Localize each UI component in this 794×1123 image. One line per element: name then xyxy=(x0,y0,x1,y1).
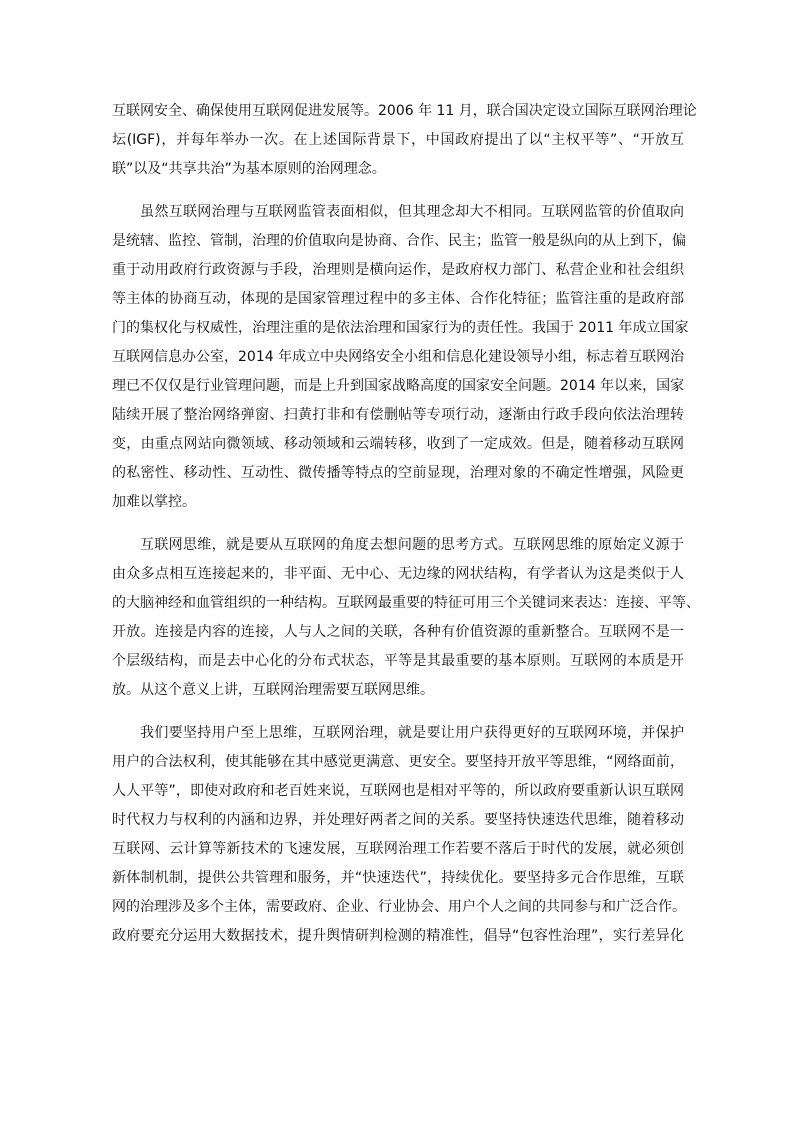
paragraph-spacer xyxy=(112,705,684,719)
text-line: 政府要充分运用大数据技术，提升舆情研判检测的精准性，倡导“包容性治理”，实行差异化 xyxy=(112,928,684,944)
document-body xyxy=(112,97,700,951)
text-line: 开放。连接是内容的连接，人与人之间的关联，各种有价值资源的重新整合。互联网不是一 xyxy=(112,624,684,640)
text-line: 等主体的协商互动，体现的是国家管理过程中的多主体、合作化特征；监管注重的是政府部 xyxy=(112,291,684,307)
text-line: 是统辖、监控、管制，治理的价值取向是协商、合作、民主；监管一般是纵向的从上到下，偏 xyxy=(112,233,686,249)
text-line: 理已不仅仅是行业管理问题，而是上升到国家战略高度的国家安全问题。2014 年以来，国家 xyxy=(112,378,685,394)
paragraph-spacer xyxy=(112,184,684,198)
text-line: 个层级结构，而是去中心化的分布式状态，平等是其最重要的基本原则。互联网的本质是开 xyxy=(112,653,684,669)
text-line: 互联网信息办公室，2014 年成立中央网络安全小组和信息化建设领导小组，标志着互联网治 xyxy=(112,349,685,365)
text-line: 新体制机制，提供公共管理和服务，并“快速迭代”，持续优化。要坚持多元合作思维，互联 xyxy=(112,870,684,886)
text-line: 用户的合法权利，使其能够在其中感觉更满意、更安全。要坚持开放平等思维，“网络面前， xyxy=(112,754,684,770)
text-line: 联”以及“共享共治”为基本原则的治网理念。 xyxy=(112,161,386,177)
text-line: 陆续开展了整治网络弹窗、扫黄打非和有偿删帖等专项行动，逐渐由行政手段向依法治理转 xyxy=(112,407,684,423)
text-line: 的大脑神经和血管组织的一种结构。互联网最重要的特征可用三个关键词来表达：连接、平等、 xyxy=(112,595,700,611)
paragraph-spacer xyxy=(112,517,684,531)
text-line: 重于动用政府行政资源与手段，治理则是横向运作，是政府权力部门、私营企业和社会组织 xyxy=(112,262,684,278)
text-line: 放。从这个意义上讲，互联网治理需要互联网思维。 xyxy=(112,682,434,698)
text-line: 互联网、云计算等新技术的飞速发展，互联网治理工作若要不落后于时代的发展，就必须创 xyxy=(112,841,684,857)
paragraph xyxy=(112,97,697,184)
text-line: 加难以掌控。 xyxy=(112,494,196,510)
text-line: 时代权力与权利的内涵和边界，并处理好两者之间的关系。要坚持快速迭代思维，随着移动 xyxy=(112,812,684,828)
paragraph xyxy=(112,719,684,951)
paragraph xyxy=(112,531,700,705)
text-line: 互联网安全、确保使用互联网促进发展等。2006 年 11 月，联合国决定设立国际互联网治理论 xyxy=(112,103,697,119)
text-line: 变，由重点网站向微领域、移动领域和云端转移，收到了一定成效。但是，随着移动互联网 xyxy=(112,436,684,452)
text-line: 由众多点相互连接起来的，非平面、无中心、无边缘的网状结构，有学者认为这是类似于人 xyxy=(112,566,684,582)
paragraph xyxy=(112,198,689,517)
text-line: 人人平等”，即使对政府和老百姓来说，互联网也是相对平等的，所以政府要重新认识互联网 xyxy=(112,783,684,799)
text-line: 门的集权化与权威性，治理注重的是依法治理和国家行为的责任性。我国于 2011 年成立国家 xyxy=(112,320,689,336)
text-line: 的私密性、移动性、互动性、微传播等特点的空前显现，治理对象的不确定性增强，风险更 xyxy=(112,465,684,481)
text-line: 网的治理涉及多个主体，需要政府、企业、行业协会、用户个人之间的共同参与和广泛合作。 xyxy=(112,899,686,915)
text-line: 虽然互联网治理与互联网监管表面相似，但其理念却大不相同。互联网监管的价值取向 xyxy=(140,204,684,220)
text-line: 坛(IGF)，并每年举办一次。在上述国际背景下，中国政府提出了以“主权平等”、“开放互 xyxy=(112,132,684,148)
text-line: 我们要坚持用户至上思维，互联网治理，就是要让用户获得更好的互联网环境，并保护 xyxy=(140,725,684,741)
text-line: 互联网思维，就是要从互联网的角度去想问题的思考方式。互联网思维的原始定义源于 xyxy=(140,537,684,553)
